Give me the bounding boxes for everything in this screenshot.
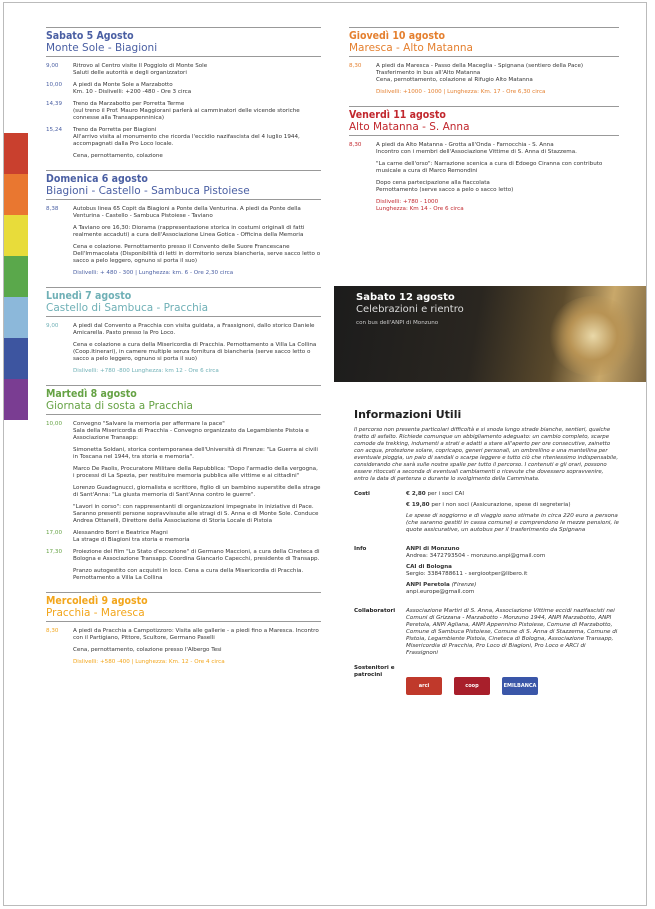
- event-note: Cena e colazione a cura della Misericordia di Pracchia. Pernottamento a Villa La Collina (Coop.Itinerari), in camere multiple senza fornitura di biancheria (serve sacco letto o sacco a pelo leggero, ognuno si porta il suo): [73, 342, 317, 362]
- cost2-amount: € 19,80: [406, 502, 430, 508]
- stripe: [4, 297, 28, 338]
- event-row: [349, 142, 619, 156]
- day-block: [46, 27, 321, 160]
- info-intro: Il percorso non presenta particolari difficoltà e si snoda lungo strade bianche, sentieri, qualche tratto di asfalto. Richiede comunque un abbigliamento adeguato: un cambio completo, scarpe comode da trekking, indumenti a strati e adatti a stare all'aperto per ore consecutive, zainetto con acqua, protezione solare, copricapo, generi personali, un ombrellino e una mantellina per eventuale pioggia, un paio di sandali o scarpe leggere e tutto ciò che riteniessimo indispensabile, considerando che sarà sulle nostre spalle per tutto il percorso. I contenuti e gli orari, possono essere ritoccati a seconda di eventuali cambiamenti o ricevute che dovessero sopravvenire, entro la data di partenza o durante lo svolgimento della Camminata.: [354, 427, 619, 482]
- event-note: Marco De Paolis, Procuratore Militare della Repubblica: "Dopo l'armadio della vergogna, i processi di La Spezia, per restituire memoria pubblica alle vittime e ai cittadini": [73, 466, 318, 479]
- day-subtitle: Giornata di sosta a Pracchia: [46, 400, 321, 415]
- day-title: Domenica 6 agosto: [46, 170, 321, 185]
- day-banner: [334, 286, 647, 382]
- event-row: [46, 206, 321, 220]
- stripe: [4, 256, 28, 297]
- event-row: [46, 323, 321, 337]
- banner-title: Sabato 12 agosto: [356, 292, 455, 303]
- info-section: [354, 408, 619, 695]
- banner-subtitle: Celebrazioni e rientro: [356, 304, 464, 315]
- event-text: A piedi dal Convento a Pracchia con visita guidata, a Frassignoni, dallo storico Daniele Amicarella. Pasto presso la Pro Loco.: [73, 323, 315, 336]
- event-time: 8,30: [46, 628, 59, 634]
- event-row: [349, 63, 619, 84]
- event-text: Proiezione del film "Lo Stato d'eccezione" di Germano Maccioni, a cura della Cineteca di Bologna e Associazione Transapp. Coordina Giancarlo Capecchi, presidente di Transapp.: [73, 549, 320, 562]
- event-row: [46, 421, 321, 442]
- event-text: Convegno "Salvare la memoria per affermare la pace" Sala della Misericordia di Pracchia - Convegno organizzato da Legambiente Pistoia e Associazione Transapp:: [73, 421, 309, 441]
- event-text: Treno da Marzabotto per Porretta Terme (sul treno il Prof. Mauro Maggiorani parlerà ai camminatori delle vicende storiche connesse alla Transappenninica): [73, 101, 300, 121]
- event-note: "Lavori in corso": con rappresentanti di organizzazioni impegnate in iniziative di Pace. Saranno presenti persone sopravvissute alle stragi di S. Anna e di Monte Sole. Conduce Andrea Ottanelli, Direttore della Associazione di Storia Locale di Pistoia: [73, 504, 319, 524]
- event-text: Autobus linea 65 Copit da Biagioni a Ponte della Venturina. A piedi da Ponte della Venturina - Castello - Sambuca Pistoiese - Taviano: [73, 206, 301, 219]
- contact2-name: CAI di Bologna: [406, 564, 452, 570]
- distance-info: Dislivelli: +1000 - 1000 | Lunghezza: Km. 17 - Ore 6,30 circa: [376, 89, 546, 95]
- event-time: 17,30: [46, 549, 63, 555]
- program-page: [3, 2, 647, 906]
- contact3-detail[interactable]: anpi.europe@gmail.com: [406, 589, 475, 595]
- event-time: 9,00: [46, 63, 59, 69]
- event-note: Dopo cena partecipazione alla fiaccolata Pernottamento (serve sacco a pelo o sacco letto): [376, 180, 514, 193]
- contact2-detail[interactable]: Sergio: 3384788611 - sergiootper@libero.it: [406, 571, 528, 577]
- info-row: [354, 546, 619, 600]
- event-text: A piedi da Monte Sole a Marzabotto Km. 10 - Dislivelli: +200 -480 - Ore 3 circa: [73, 82, 192, 95]
- event-row: [46, 101, 321, 122]
- cost1-text: per i soci CAI: [427, 491, 464, 497]
- event-text: Treno da Porretta per Biagioni All'arrivo visita al monumento che ricorda l'eccidio nazifascista del 4 luglio 1944, accompagnati dalla Pro Loco locale.: [73, 127, 300, 147]
- event-note: Pranzo autogestito con acquisti in loco. Cena a cura della Misericordia di Pracchia. Pernottamento a Villa La Collina: [73, 568, 304, 581]
- day-subtitle: Maresca - Alto Matanna: [349, 42, 619, 57]
- collab-label: Collaboratori: [354, 608, 396, 614]
- day-block: [46, 385, 321, 582]
- event-time: 10,00: [46, 82, 63, 88]
- event-text: A piedi da Alto Matanna - Grotta all'Onda - Farnocchia - S. Anna Incontro con i membri dell'Associazione Vittime di S. Anna di Stazzema.: [376, 142, 577, 155]
- day-subtitle: Monte Sole - Biagioni: [46, 42, 321, 57]
- banner-photo-glow: [548, 296, 638, 376]
- event-text: A piedi da Maresca - Passo della Maceglia - Spignana (sentiero della Pace) Trasferimento in bus all'Alto Matanna Cena, pernottamento, colazione al Rifugio Alto Matanna: [376, 63, 584, 83]
- contact3-name: ANPI Peretola: [406, 582, 450, 588]
- cost1-amount: € 2,80: [406, 491, 426, 497]
- costs-row: [354, 491, 619, 538]
- distance-info: Dislivelli: +580 -400 | Lunghezza: Km. 12 - Ore 4 circa: [73, 659, 225, 665]
- distance-info: Dislivelli: +780 -800 Lunghezza: km 12 - Ore 6 circa: [73, 368, 219, 374]
- stripe: [4, 174, 28, 215]
- stripe: [4, 133, 28, 174]
- info-title: Informazioni Utili: [354, 408, 462, 421]
- stripe: [4, 379, 28, 420]
- left-column: [46, 27, 321, 676]
- event-text: A piedi da Pracchia a Campotizzoro: Visita alle gallerie - a piedi fino a Maresca. Incontro con il Partigiano, Pittore, Scultore, Germano Paselli: [73, 628, 319, 641]
- day-title: Lunedì 7 agosto: [46, 287, 321, 302]
- event-note: "La carne dell'orso": Narrazione scenica a cura di Edoego Ciranna con contributo musicale a cura di Marco Remondini: [376, 161, 603, 174]
- banner-note: con bus dell'ANPI di Monzuno: [356, 320, 439, 326]
- day-title: Mercoledì 9 agosto: [46, 592, 321, 607]
- distance-info: Dislivelli: +780 - 1000 Lunghezza: Km 14 - Ore 6 circa: [376, 199, 464, 212]
- event-text: Ritrovo al Centro visite Il Poggiolo di Monte Sole Saluti delle autorità e degli organizzatori: [73, 63, 208, 76]
- sponsor-label: Sostenitori e patrocini: [354, 665, 395, 678]
- event-time: 8,30: [349, 142, 362, 148]
- day-block: [46, 287, 321, 375]
- event-time: 8,38: [46, 206, 59, 212]
- right-column: [349, 27, 619, 223]
- day-subtitle: Pracchia - Maresca: [46, 607, 321, 622]
- stripe: [4, 215, 28, 256]
- event-note: Cena, pernottamento, colazione: [73, 153, 163, 159]
- day-block: [349, 106, 619, 213]
- event-note: Cena e colazione. Pernottamento presso il Convento delle Suore Francescane Dell'Immacolata (Disponibilità di letti in dormitorio senza biancheria, serve sacco letto o sacco a pelo leggero, ognuno si porta il suo): [73, 244, 321, 264]
- event-row: [46, 549, 321, 563]
- day-subtitle: Castello di Sambuca - Pracchia: [46, 302, 321, 317]
- day-subtitle: Biagioni - Castello - Sambuca Pistoiese: [46, 185, 321, 200]
- contact1-name: ANPI di Monzuno: [406, 546, 460, 552]
- contact1-detail[interactable]: Andrea: 3472793504 - monzuno.anpi@gmail.com: [406, 553, 546, 559]
- event-time: 14,39: [46, 101, 63, 107]
- sponsor-logo-coop: coop: [454, 677, 490, 695]
- day-block: [46, 592, 321, 666]
- collab-row: [354, 608, 619, 657]
- distance-info: Dislivelli: + 480 - 300 | Lunghezza: km. 6 - Ore 2,30 circa: [73, 270, 234, 276]
- costs-label: Costi: [354, 491, 370, 497]
- event-row: [46, 63, 321, 77]
- sponsor-logo-arci: arci: [406, 677, 442, 695]
- cost-note: Le spese di soggiorno e di viaggio sono stimate in circa 220 euro a persona (che saranno gestiti in cassa comune) e comprendono le mezze pensioni, le quote assicurative, un autobus per il trasferimento da Spignana: [406, 513, 619, 533]
- day-block: [46, 170, 321, 277]
- event-note: Cena, pernottamento, colazione presso l'Albergo Tesi: [73, 647, 222, 653]
- event-time: 8,30: [349, 63, 362, 69]
- event-row: [46, 127, 321, 148]
- info-label: Info: [354, 546, 367, 552]
- cost2-text: per i non soci (Assicurazione, spese di segreteria): [431, 502, 571, 508]
- event-note: A Taviano ore 16,30: Diorama (rappresentazione storica in costumi originali di fatti realmente accaduti) a cura dell'Associazione Linea Gotica - Officina della Memoria: [73, 225, 305, 238]
- day-block: [349, 27, 619, 96]
- event-time: 10,00: [46, 421, 63, 427]
- event-note: Simonetta Soldani, storica contemporanea dell'Università di Firenze: "La Guerra ai civili in Toscana nel 1944, tra storia e memoria".: [73, 447, 318, 460]
- day-title: Venerdì 11 agosto: [349, 106, 619, 121]
- day-title: Giovedì 10 agosto: [349, 27, 619, 42]
- event-time: 15,24: [46, 127, 63, 133]
- day-subtitle: Alto Matanna - S. Anna: [349, 121, 619, 136]
- sponsor-logo-emilbanca: EMILBANCA: [502, 677, 538, 695]
- contact3-suffix: (Firenze): [451, 582, 477, 588]
- rainbow-stripes: [4, 133, 28, 420]
- event-row: [46, 628, 321, 642]
- event-text: Alessandro Borri e Beatrice Magni La strage di Biagioni tra storia e memoria: [73, 530, 190, 543]
- day-title: Martedì 8 agosto: [46, 385, 321, 400]
- event-time: 17,00: [46, 530, 63, 536]
- stripe: [4, 338, 28, 379]
- collab-text: Associazione Martiri di S. Anna, Associazione Vittime eccidi nazifascisti nei Comuni di Grizzana - Marzabotto - Monzuno 1944, ANPI Marzabotto, ANPI Peretola, ANPI Agliana, ANPI Appennino Pistoiese, Comune di Marzabotto, Comune di Sambuca Pistoiese, Comune di S. Anna di Stazzema, Comune di Pistoia, Legambiente Pistoia, Cineteca di Bologna, Associazione Transapp, Misericordia di Pracchia, Pro Loco di Biagioni, Pro Loco e ARCI di Frassignoni: [406, 608, 618, 656]
- event-time: 9,00: [46, 323, 59, 329]
- event-note: Lorenzo Guadagnucci, giornalista e scrittore, figlio di un bambino superstite della strage di Sant'Anna: "La giusta memoria di Sant'Anna contro le guerre".: [73, 485, 321, 498]
- event-row: [46, 82, 321, 96]
- sponsor-logos: [406, 677, 621, 695]
- day-title: Sabato 5 Agosto: [46, 27, 321, 42]
- event-row: [46, 530, 321, 544]
